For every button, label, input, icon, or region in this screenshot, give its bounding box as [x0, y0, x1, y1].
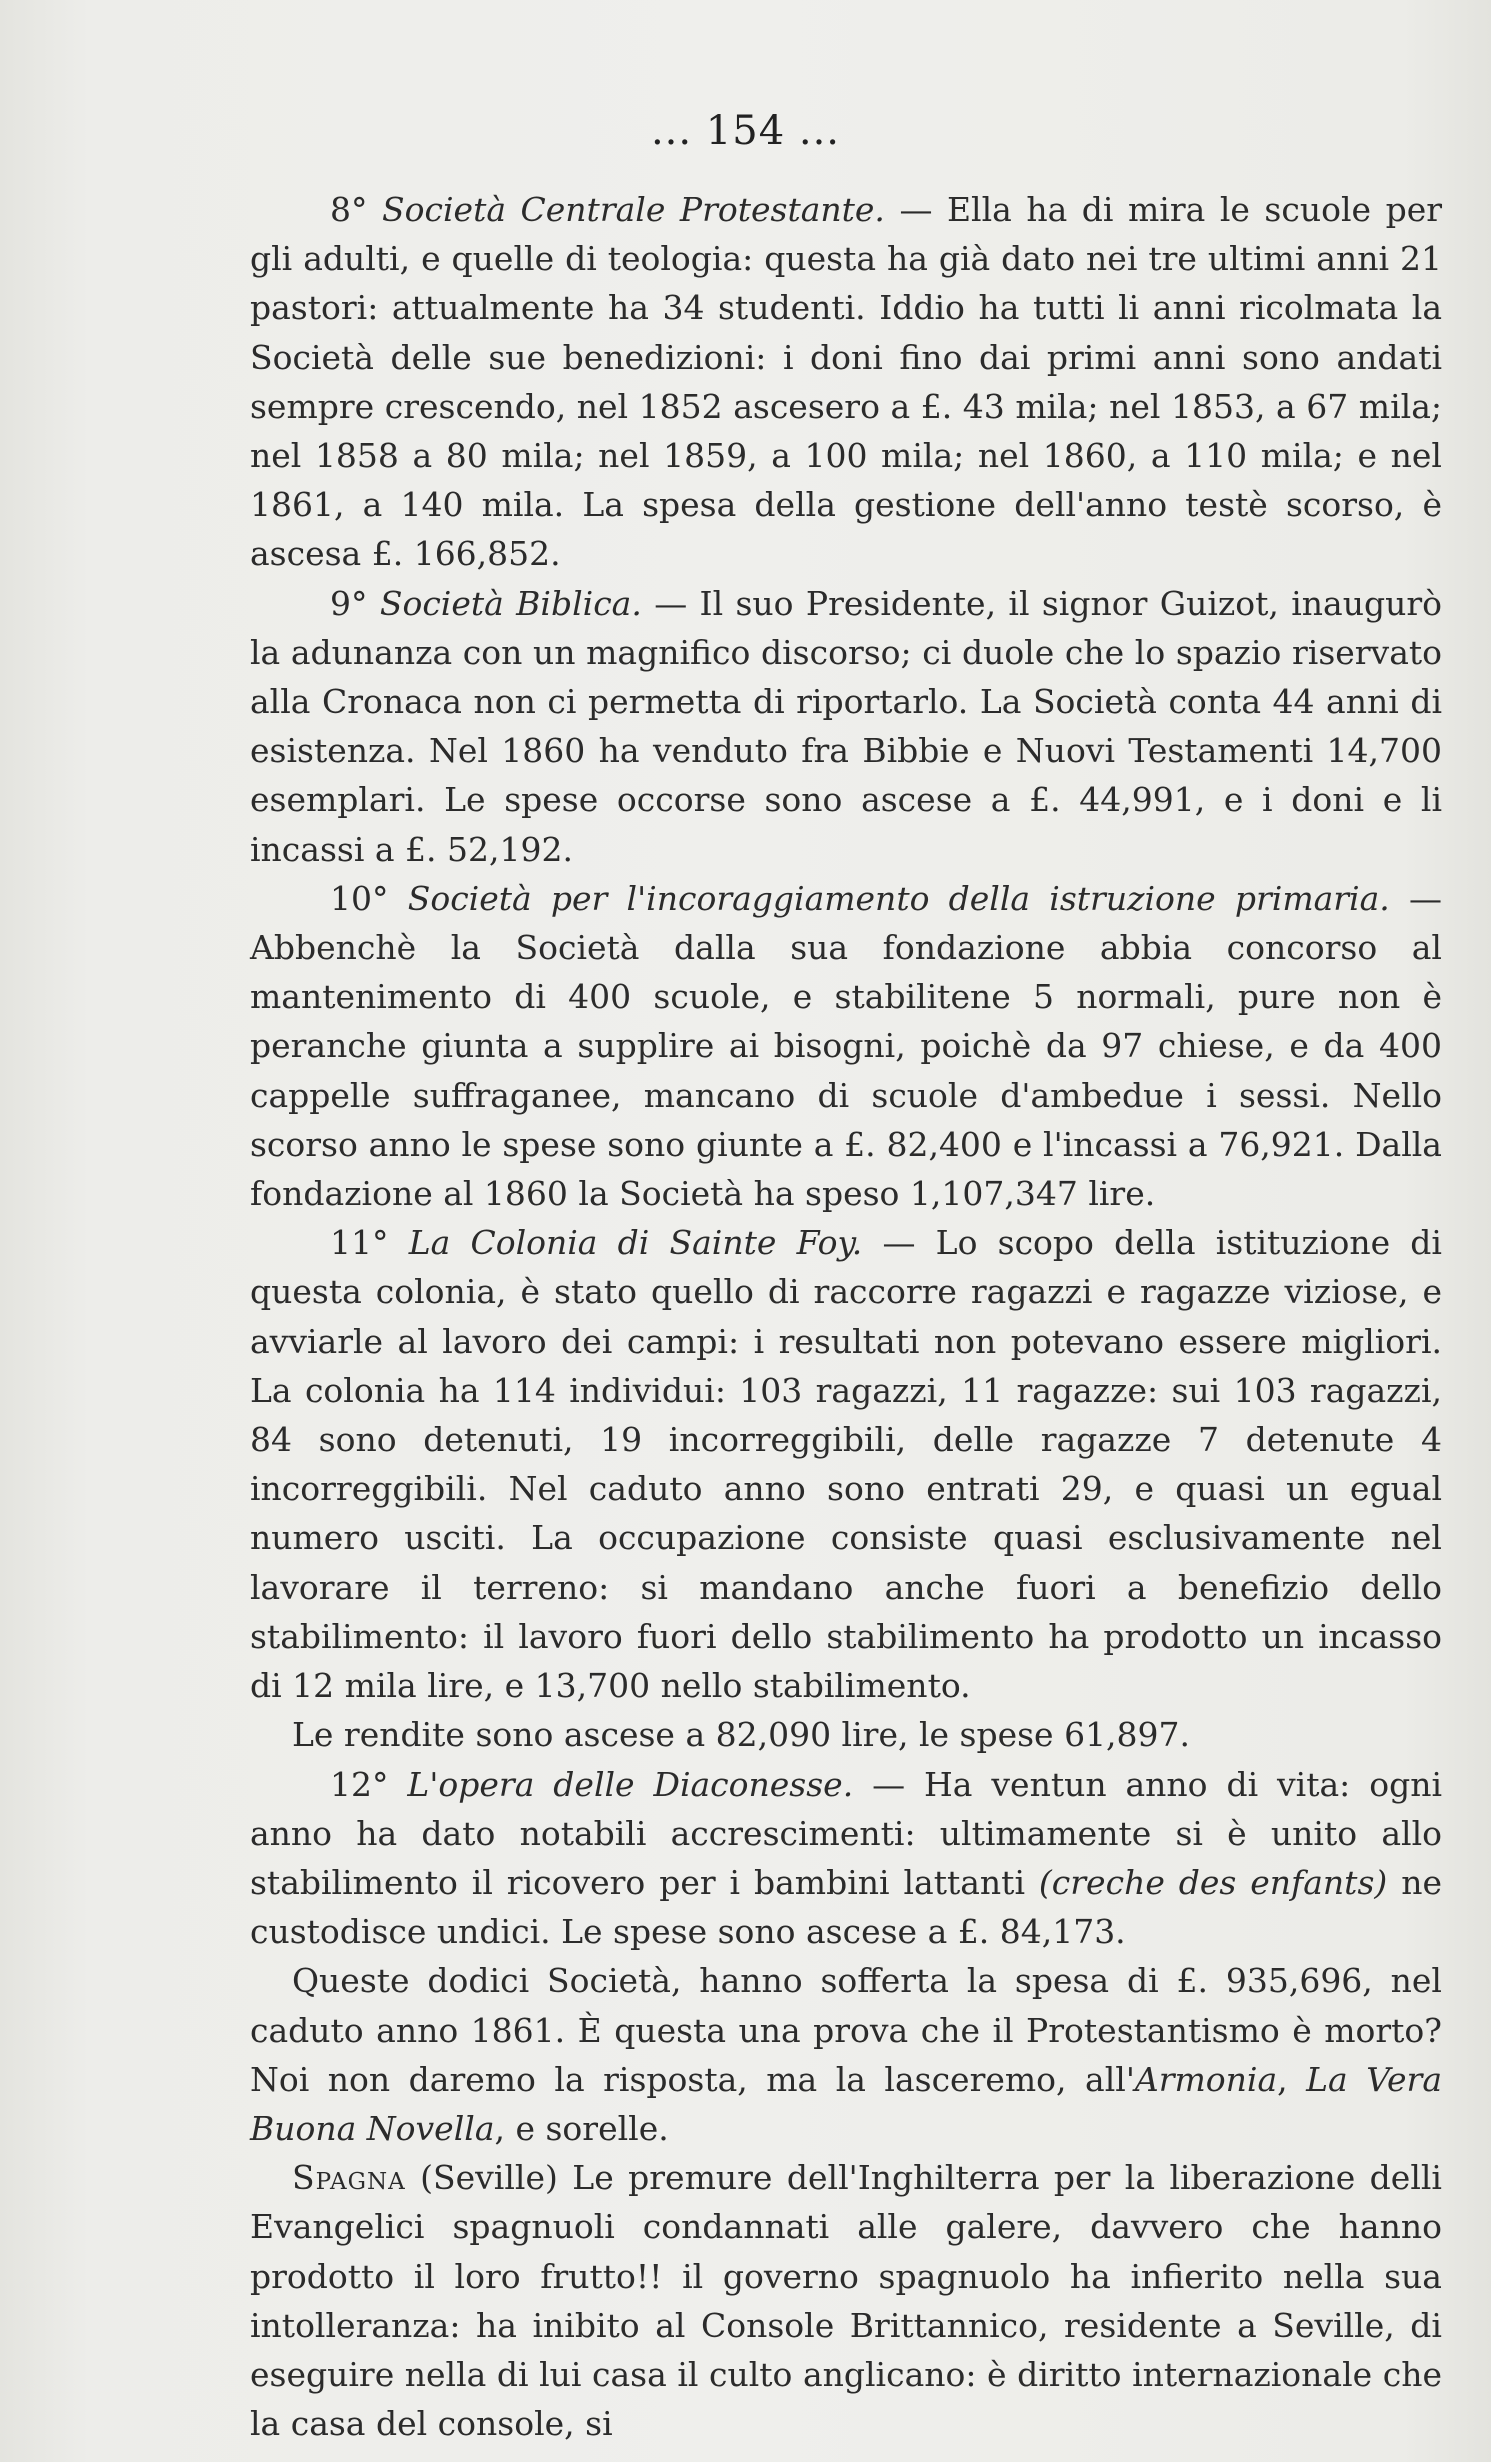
item-body: — Ha ventun anno di vita: ogni anno ha dato notabili accrescimenti: ultimamente si è unito allo stabilimento il ricovero per i bambini lattanti	[250, 1764, 1443, 1902]
paragraph-societa-biblica	[250, 579, 1442, 874]
item-body-end: , e sorelle.	[494, 2108, 669, 2148]
italic-vera-buona-novella: La Vera Buona Novella	[250, 2059, 1443, 2148]
item-body: Le rendite sono ascese a 82,090 lire, le spese 61,897.	[292, 1715, 1191, 1755]
paragraph-rendite	[250, 1710, 1442, 1759]
paragraph-istruzione-primaria	[250, 874, 1442, 1218]
italic-armonia: Armonia	[1134, 2059, 1278, 2099]
item-title: Società per l'incoraggiamento della istruzione primaria.	[407, 878, 1390, 918]
paragraph-diaconesse	[250, 1760, 1442, 1957]
item-number: 11°	[330, 1223, 389, 1263]
item-body: — Il suo Presidente, il signor Guizot, inaugurò la adunanza con un magnifico discorso; ci duole che lo spazio riservato alla Cronaca non ci permetta di riportarlo. La Società conta 44 anni di esistenza. Nel 1860 ha venduto fra Bibbie e Nuovi Testamenti 14,700 esemplari. Le spese occorse sono ascese a £. 44,991, e i doni e li incassi a £. 52,192.	[250, 583, 1442, 869]
item-body: — Abbenchè la Società dalla sua fondazione abbia concorso al mantenimento di 400 scuole, e stabilitene 5 normali, pure non è peranche giunta a supplire ai bisogni, poichè da 97 chiese, e da 400 cappelle suffraganee, mancano di scuole d'ambedue i sessi. Nello scorso anno le spese sono giunte a £. 82,400 e l'incassi a 76,921. Dalla fondazione al 1860 la Società ha speso 1,107,347 lire.	[250, 878, 1442, 1214]
page-number-header: ... 154 ...	[650, 108, 841, 154]
item-number: 12°	[330, 1764, 389, 1804]
paragraph-dodici-societa	[250, 1956, 1442, 2153]
item-number: 8°	[330, 190, 368, 229]
item-italic-phrase: (creche des enfants)	[1038, 1862, 1388, 1902]
paragraph-colonia-sainte-foy	[250, 1218, 1442, 1710]
section-lead-spagna: Spagna	[292, 2158, 406, 2198]
paragraph-spagna	[250, 2153, 1442, 2448]
item-body: — Lo scopo della istituzione di questa colonia, è stato quello di raccorre ragazzi e ragazze viziose, e avviarle al lavoro dei campi: i resultati non potevano essere migliori. La colonia ha 114 individui: 103 ragazzi, 11 ragazze: sui 103 ragazzi, 84 sono detenuti, 19 incorreggibili, delle ragazze 7 detenute 4 incorreggibili. Nel caduto anno sono entrati 29, e quasi un egual numero usciti. La occupazione consiste quasi esclusivamente nel lavorare il terreno: si mandano anche fuori a benefizio dello stabilimento: il lavoro fuori dello stabilimento ha prodotto un incasso di 12 mila lire, e 13,700 nello stabilimento.	[250, 1223, 1442, 1706]
separator: ,	[1277, 2059, 1288, 2099]
item-title: Società Centrale Protestante.	[382, 190, 885, 229]
item-body: — Ella ha di mira le scuole per gli adulti, e quelle di teologia: questa ha già dato nei tre ultimi anni 21 pastori: attualmente ha 34 studenti. Iddio ha tutti li anni ricolmata la Società delle sue benedizioni: i doni fino dai primi anni sono andati sempre crescendo, nel 1852 ascesero a £. 43 mila; nel 1853, a 67 mila; nel 1858 a 80 mila; nel 1859, a 100 mila; nel 1860, a 110 mila; e nel 1861, a 140 mila. La spesa della gestione dell'anno testè scorso, è ascesa £. 166,852.	[250, 190, 1442, 574]
item-body: Queste dodici Società, hanno sofferta la spesa di £. 935,696, nel caduto anno 1861. È questa una prova che il Protestantismo è morto? Noi non daremo la risposta, ma la lasceremo, all'	[250, 1961, 1442, 2099]
item-title: L'opera delle Diaconesse.	[407, 1764, 854, 1804]
item-title: La Colonia di Sainte Foy.	[408, 1223, 863, 1263]
page-body	[250, 185, 1442, 2448]
item-body-end: ne custodisce undici. Le spese sono ascese a £. 84,173.	[250, 1862, 1442, 1952]
item-body: (Seville) Le premure dell'Inghilterra per la liberazione delli Evangelici spagnuoli condannati alle galere, davvero che hanno prodotto il loro frutto!! il governo spagnuolo ha infierito nella sua intolleranza: ha inibito al Console Brittannico, residente a Seville, di eseguire nella di lui casa il culto anglicano: è diritto internazionale che la casa del console, si	[250, 2158, 1442, 2444]
paragraph-societa-centrale	[250, 185, 1442, 579]
item-title: Società Biblica.	[379, 583, 642, 623]
item-number: 10°	[330, 878, 389, 918]
item-number: 9°	[330, 583, 368, 623]
